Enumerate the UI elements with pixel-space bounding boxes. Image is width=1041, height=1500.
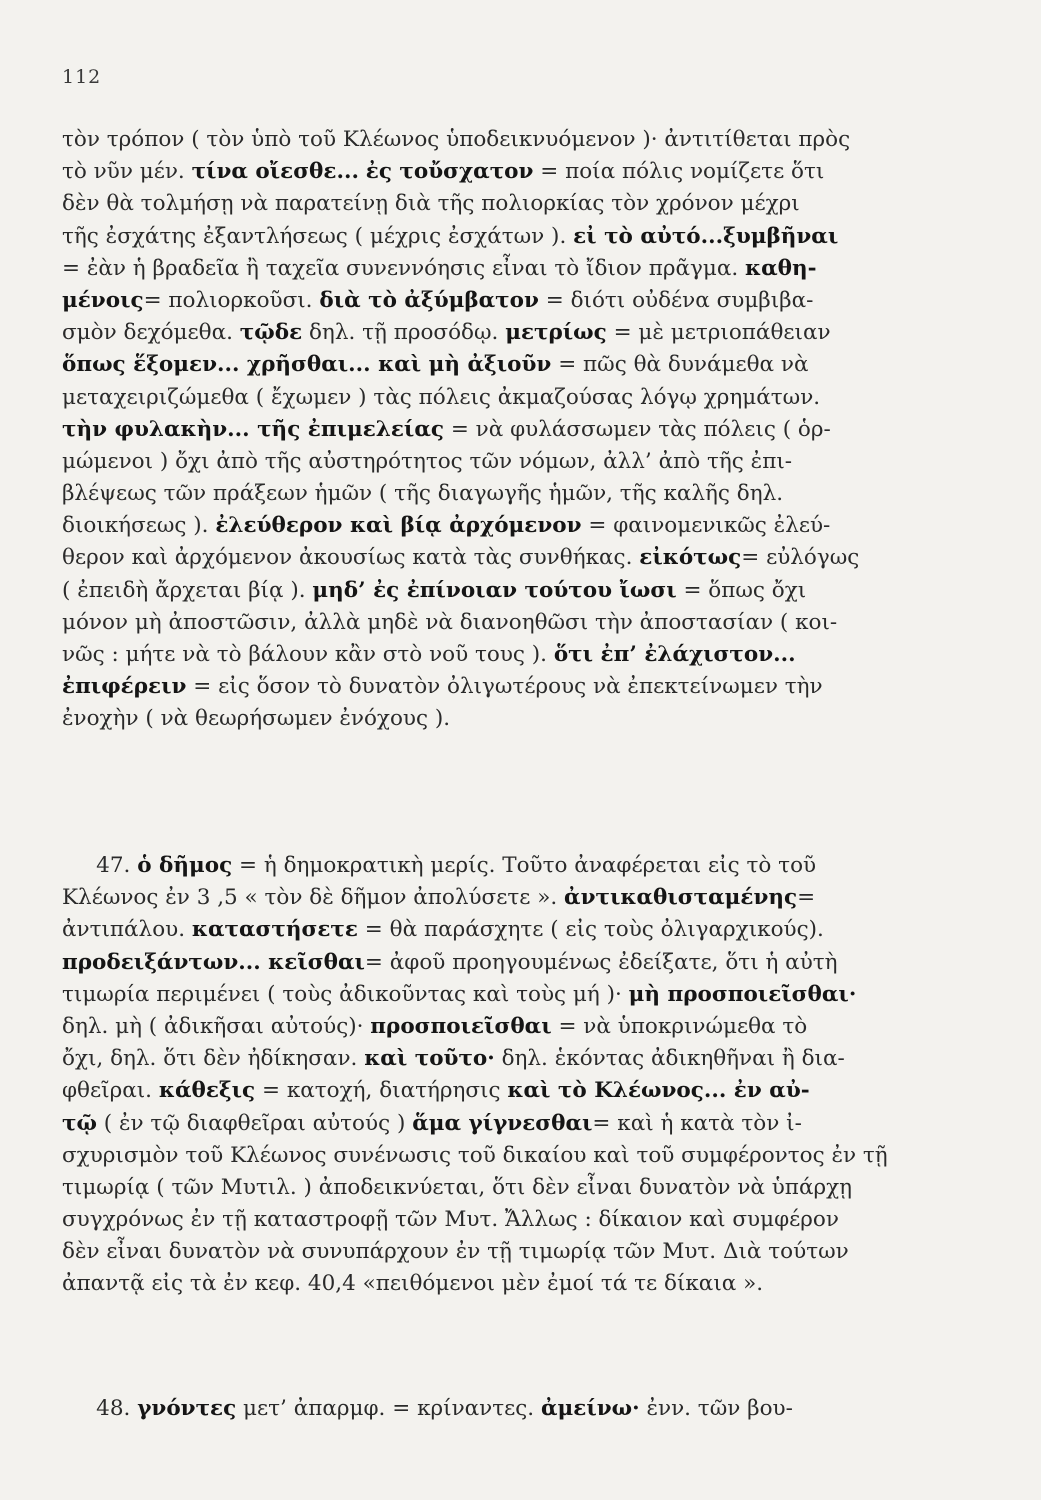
text-line xyxy=(62,188,968,220)
gloss-text: ἀπαντᾷ εἰς τὰ ἐν κεφ. 40,4 «πειθόμενοι μὲν ἐμοί τά τε δίκαια ». xyxy=(62,1271,764,1297)
text-line xyxy=(62,979,968,1011)
text-line xyxy=(62,285,968,317)
commentary-block xyxy=(62,850,968,1301)
gloss-text: δηλ. μὴ ( ἀδικῆσαι αὐτούς)· xyxy=(62,1013,371,1039)
lemma-text: καὶ τὸ Κλέωνος... ἐν αὐ- xyxy=(507,1078,810,1104)
lemma-text: τῷ xyxy=(62,1110,97,1136)
gloss-text: = πολιορκοῦσι. xyxy=(143,287,320,313)
gloss-text: μώμενοι ) ὄχι ἀπὸ τῆς αὐστηρότητος τῶν νόμων, ἀλλ’ ἀπὸ τῆς ἐπι- xyxy=(62,448,793,474)
lemma-text: προδειξάντων... κεῖσθαι xyxy=(62,949,365,975)
gloss-text: τῆς ἐσχάτης ἐξαντλήσεως ( μέχρις ἐσχάτων ). xyxy=(62,223,574,249)
gloss-text: διοικήσεως ). xyxy=(62,513,216,539)
lemma-text: μετρίως xyxy=(505,320,607,346)
lemma-text: τῷδε xyxy=(239,320,303,346)
lemma-text: προσποιεῖσθαι xyxy=(370,1013,552,1039)
gloss-text: φθεῖραι. xyxy=(62,1078,159,1104)
gloss-text: = εἰς ὅσον τὸ δυνατὸν ὀλιγωτέρους νὰ ἐπεκτείνωμεν τὴν xyxy=(186,674,823,700)
gloss-text: δηλ. τῇ προσόδῳ. xyxy=(302,320,506,346)
gloss-text: = φαινομενικῶς ἐλεύ- xyxy=(581,513,831,539)
text-line xyxy=(62,221,968,253)
gloss-text: μόνον μὴ ἀποστῶσιν, ἀλλὰ μηδὲ νὰ διανοηθῶσι τὴν ἀποστασίαν ( κοι- xyxy=(62,609,838,635)
text-line xyxy=(62,703,968,735)
lemma-text: ὅτι ἐπ’ ἐλάχιστον... xyxy=(553,642,796,667)
lemma-text: ἀντικαθισταμένης xyxy=(564,885,798,911)
text-line xyxy=(62,382,968,414)
lemma-text: καταστήσετε xyxy=(191,917,358,943)
lemma-text: τὴν φυλακὴν... τῆς ἐπιμελείας xyxy=(62,416,444,442)
lemma-text: διὰ τὸ ἀξύμβατον xyxy=(319,287,539,313)
lemma-text: καὶ τοῦτο· xyxy=(364,1046,495,1072)
text-line xyxy=(62,1108,968,1140)
text-line xyxy=(62,639,968,671)
gloss-text: τιμωρίᾳ ( τῶν Μυτιλ. ) ἀποδεικνύεται, ὅτι δὲν εἶναι δυνατὸν νὰ ὑπάρχῃ xyxy=(62,1174,853,1200)
lemma-text: ὅπως ἕξομεν... χρῆσθαι... καὶ μὴ ἀξιοῦν xyxy=(62,352,552,378)
text-line xyxy=(62,156,968,188)
gloss-text: δὲν θὰ τολμήσῃ νὰ παρατείνῃ διὰ τῆς πολιορκίας τὸν χρόνον μέχρι xyxy=(62,191,800,217)
gloss-text: ( ἐπειδὴ ἄρχεται βίᾳ ). xyxy=(62,577,313,603)
gloss-text: τιμωρία περιμένει ( τοὺς ἀδικοῦντας καὶ τοὺς μή )· xyxy=(62,981,629,1007)
gloss-text: σχυρισμὸν τοῦ Κλέωνος συνένωσις τοῦ δικαίου καὶ τοῦ συμφέροντος ἐν τῇ xyxy=(62,1142,888,1168)
text-line xyxy=(62,607,968,639)
lemma-text: ἀμείνω· xyxy=(540,1396,640,1421)
lemma-text: μὴ προσποιεῖσθαι· xyxy=(628,981,857,1007)
gloss-text: δηλ. ἑκόντας ἀδικηθῆναι ἢ δια- xyxy=(494,1046,845,1072)
gloss-text: = νὰ ὑποκρινώμεθα τὸ xyxy=(551,1013,808,1039)
gloss-text: = νὰ φυλάσσωμεν τὰς πόλεις ( ὁρ- xyxy=(443,416,831,442)
text-line xyxy=(62,882,968,914)
gloss-text: = xyxy=(797,885,816,911)
lemma-text: ἐς τοὔσχατον xyxy=(365,159,534,185)
gloss-text: 48. xyxy=(62,1396,138,1421)
text-line xyxy=(62,1140,968,1172)
text-line xyxy=(62,1204,968,1236)
text-line xyxy=(62,317,968,349)
lemma-text: γνόντες xyxy=(137,1396,237,1421)
gloss-text: Κλέωνος ἐν 3 ,5 « τὸν δὲ δῆμον ἀπολύσετε ». xyxy=(62,885,565,911)
text-line xyxy=(62,575,968,607)
lemma-text: εἰ τὸ αὐτό...ξυμβῆναι xyxy=(573,223,839,249)
gloss-text: = ἀφοῦ προηγουμένως ἐδείξατε, ὅτι ἡ αὐτὴ xyxy=(364,949,838,975)
gloss-text: = κατοχή, διατήρησις xyxy=(255,1078,508,1104)
gloss-text: νῶς : μήτε νὰ τὸ βάλουν κἂν στὸ νοῦ τους ). xyxy=(62,642,554,667)
gloss-text: = ἡ δημοκρατικὴ μερίς. Τοῦτο ἀναφέρεται εἰς τὸ τοῦ xyxy=(232,853,817,878)
gloss-text: 47. xyxy=(62,853,138,878)
text-line xyxy=(62,510,968,542)
lemma-text: μένοις xyxy=(62,287,144,313)
gloss-text: = πῶς θὰ δυνάμεθα νὰ xyxy=(551,352,809,378)
gloss-text: δὲν εἶναι δυνατὸν νὰ συνυπάρχουν ἐν τῇ τιμωρίᾳ τῶν Μυτ. Διὰ τούτων xyxy=(62,1239,849,1265)
lemma-text: ἅμα γίγνεσθαι xyxy=(412,1110,593,1136)
lemma-text: εἰκότως xyxy=(639,545,742,571)
text-line xyxy=(62,1075,968,1107)
gloss-text: ἀντιπάλου. xyxy=(62,917,192,943)
lemma-text: ὁ δῆμος xyxy=(137,853,233,878)
gloss-text: τὸ νῦν μέν. xyxy=(62,159,192,185)
text-line xyxy=(62,414,968,446)
gloss-text: = ὅπως ὄχι xyxy=(676,577,807,603)
commentary-block xyxy=(62,124,968,736)
gloss-text: μεταχειριζώμεθα ( ἔχωμεν ) τὰς πόλεις ἀκμαζούσας λόγῳ χρημάτων. xyxy=(62,384,821,410)
gloss-text: ἐνοχὴν ( νὰ θεωρήσωμεν ἐνόχους ). xyxy=(62,706,451,732)
lemma-text: ἐλεύθερον καὶ βίᾳ ἀρχόμενον xyxy=(215,513,582,539)
text-line xyxy=(62,478,968,510)
text-line xyxy=(62,542,968,574)
text-line xyxy=(62,349,968,381)
gloss-text: = καὶ ἡ κατὰ τὸν ἰ- xyxy=(592,1110,802,1136)
gloss-text xyxy=(359,159,366,184)
text-line xyxy=(62,124,968,156)
gloss-text: = ἐὰν ἡ βραδεῖα ἢ ταχεῖα συνεννόησις εἶναι τὸ ἴδιον πρᾶγμα. xyxy=(62,255,746,281)
gloss-text: θερον καὶ ἀρχόμενον ἀκουσίως κατὰ τὰς συνθήκας. xyxy=(62,545,640,571)
page-number: 112 xyxy=(62,66,102,88)
lemma-text: καθη- xyxy=(745,255,817,281)
text-line xyxy=(62,671,968,703)
text-line xyxy=(62,1011,968,1043)
text-line xyxy=(62,914,968,946)
gloss-text: = θὰ παράσχητε ( εἰς τοὺς ὀλιγαρχικούς). xyxy=(357,917,824,943)
lemma-text: τίνα οἴεσθε... xyxy=(191,159,359,185)
gloss-text: ὄχι, δηλ. ὅτι δὲν ἠδίκησαν. xyxy=(62,1046,365,1072)
gloss-text: = εὐλόγως xyxy=(741,545,860,571)
gloss-text: ἐνν. τῶν βου- xyxy=(639,1396,793,1421)
gloss-text: ( ἐν τῷ διαφθεῖραι αὐτούς ) xyxy=(96,1110,413,1136)
gloss-text: τὸν τρόπον ( τὸν ὑπὸ τοῦ Κλέωνος ὑποδεικνυόμενον )· ἀντιτίθεται πρὸς xyxy=(62,127,851,152)
text-line xyxy=(62,1043,968,1075)
text-line xyxy=(62,1268,968,1300)
lemma-text: μηδ’ ἐς ἐπίνοιαν τούτου ἴωσι xyxy=(312,577,677,603)
text-line xyxy=(62,446,968,478)
text-line xyxy=(62,253,968,285)
text-line xyxy=(62,850,968,882)
text-line xyxy=(62,1393,968,1425)
gloss-text: = διότι οὐδένα συμβιβα- xyxy=(538,287,814,313)
gloss-text: σμὸν δεχόμεθα. xyxy=(62,320,240,346)
gloss-text: συγχρόνως ἐν τῇ καταστροφῇ τῶν Μυτ. Ἄλλως : δίκαιον καὶ συμφέρον xyxy=(62,1207,839,1233)
gloss-text: = ποία πόλις νομίζετε ὅτι xyxy=(533,159,825,185)
text-line xyxy=(62,1236,968,1268)
text-line xyxy=(62,947,968,979)
gloss-text: μετ’ ἀπαρμφ. = κρίναντες. xyxy=(236,1396,541,1421)
text-line xyxy=(62,1172,968,1204)
gloss-text: = μὲ μετριοπάθειαν xyxy=(606,320,831,346)
lemma-text: κάθεξις xyxy=(158,1078,256,1104)
lemma-text: ἐπιφέρειν xyxy=(62,674,187,700)
commentary-block xyxy=(62,1393,968,1425)
gloss-text: βλέψεως τῶν πράξεων ἡμῶν ( τῆς διαγωγῆς ἡμῶν, τῆς καλῆς δηλ. xyxy=(62,481,784,507)
